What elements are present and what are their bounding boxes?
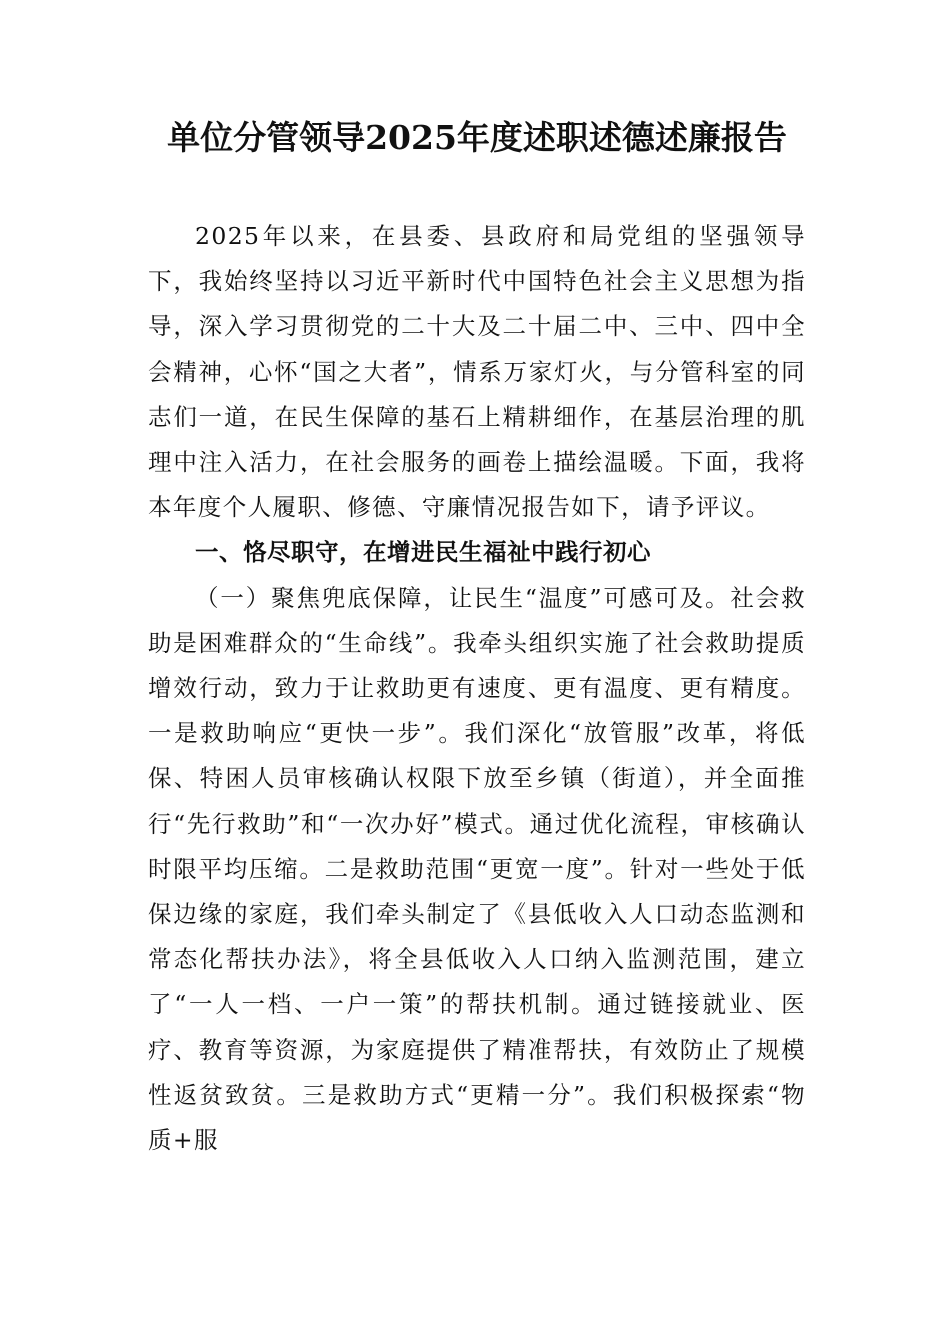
document-page (148, 110, 806, 1163)
document-title: 单位分管领导2025年度述职述德述廉报告 (167, 118, 787, 157)
body-paragraph: （一）聚焦兜底保障，让民生“温度”可感可及。社会救助是困难群众的“生命线”。我牵头组织实施了社会救助提质增效行动，致力于让救助更有速度、更有温度、更有精度。一是救助响应“更快一步”。我们深化“放管服”改革，将低保、特困人员审核确认权限下放至乡镇（街道），并全面推行“先行救助”和“一次办好”模式。通过优化流程，审核确认时限平均压缩。二是救助范围“更宽一度”。针对一些处于低保边缘的家庭，我们牵头制定了《县低收入人口动态监测和常态化帮扶办法》，将全县低收入人口纳入监测范围，建立了“一人一档、一户一策”的帮扶机制。通过链接就业、医疗、教育等资源，为家庭提供了精准帮扶，有效防止了规模性返贫致贫。三是救助方式“更精一分”。我们积极探索“物质+服 (148, 583, 806, 1155)
section-heading: 一、恪尽职守，在增进民生福祉中践行初心 (195, 538, 651, 567)
intro-paragraph: 2025年以来，在县委、县政府和局党组的坚强领导下，我始终坚持以习近平新时代中国特色社会主义思想为指导，深入学习贯彻党的二十大及二十届二中、三中、四中全会精神，心怀“国之大者”，情系万家灯火，与分管科室的同志们一道，在民生保障的基石上精耕细作，在基层治理的肌理中注入活力，在社会服务的画卷上描绘温暖。下面，我将本年度个人履职、修德、守廉情况报告如下，请予评议。 (148, 222, 806, 522)
